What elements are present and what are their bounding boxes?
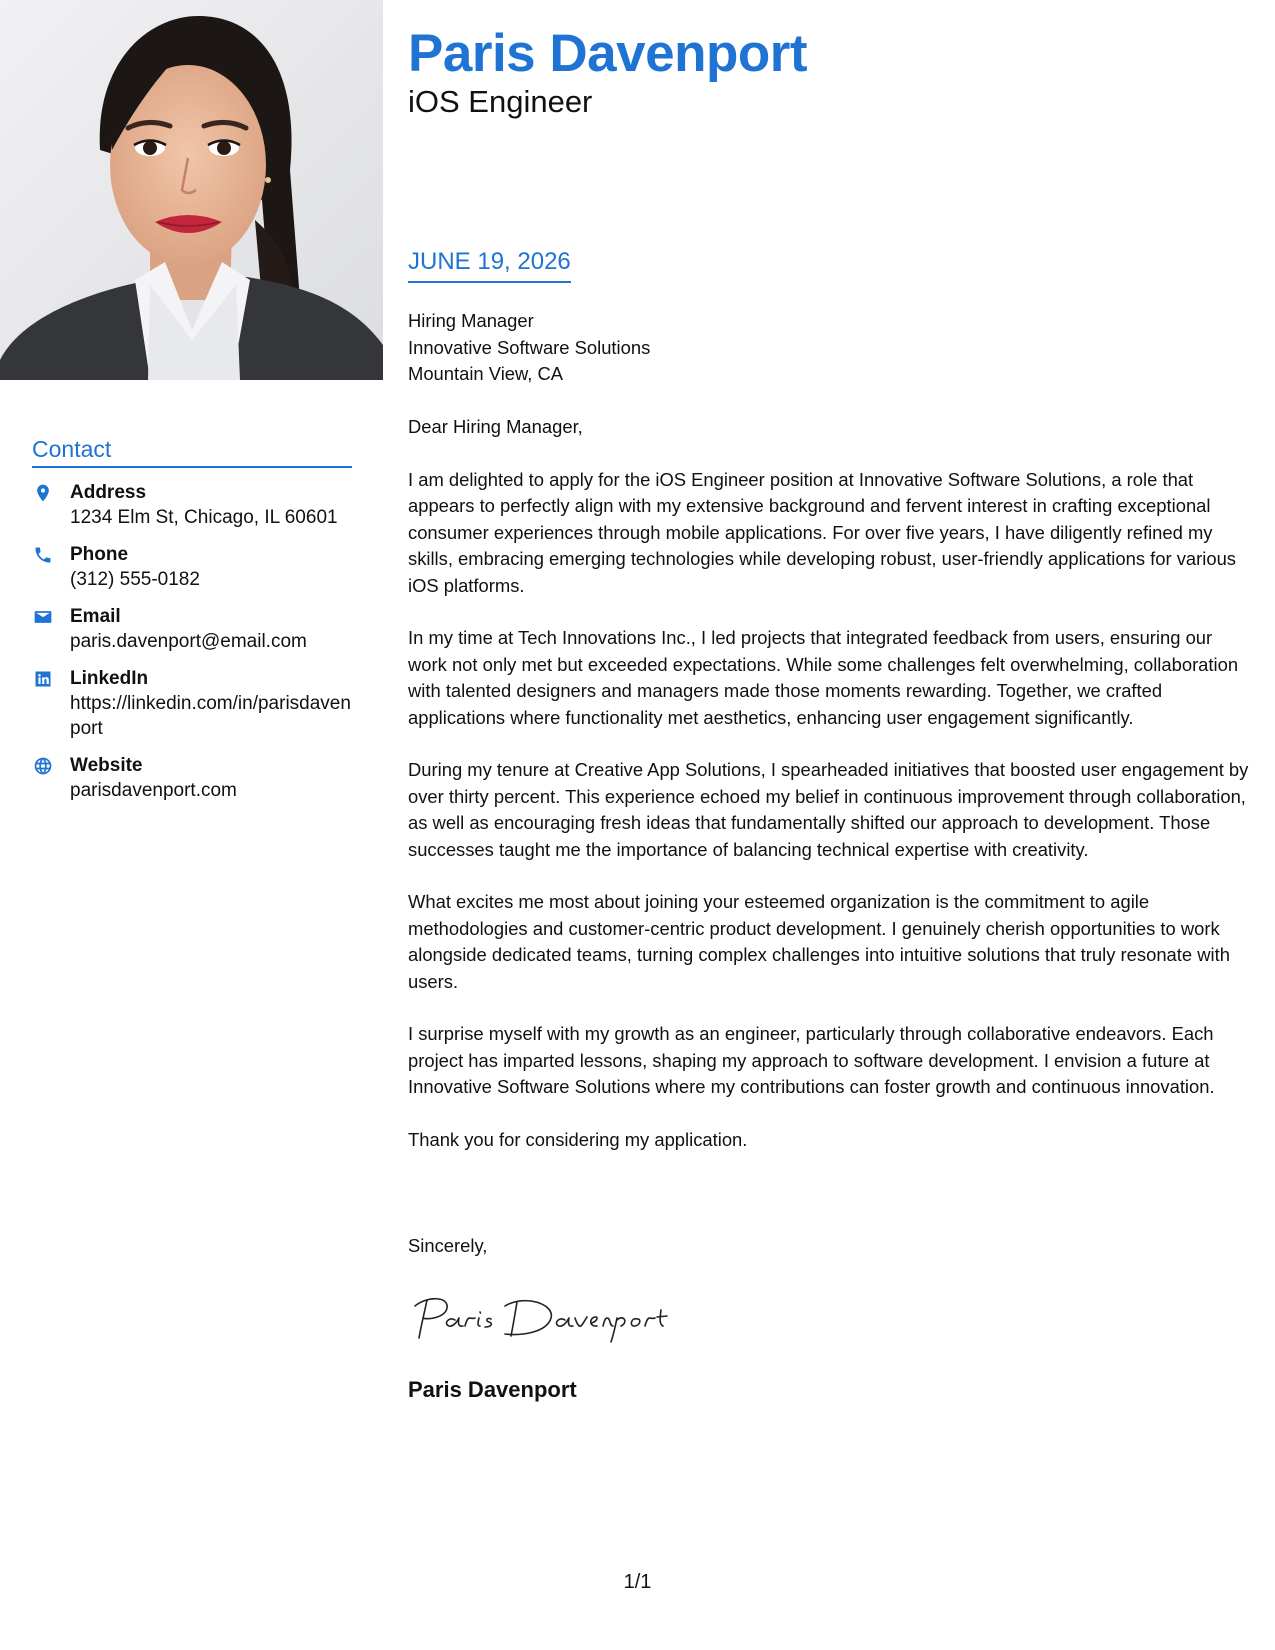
body-paragraph: In my time at Tech Innovations Inc., I led projects that integrated feedback from users, ensuring our work not only met but exceeded expectations. While some challenges felt overwhelming, collaboration with talented designers and managers made those moments rewarding. Together, we crafted applications where functionality met aesthetics, enhancing user engagement significantly. [408,627,1239,728]
contact-item-address [32,480,352,530]
contact-label: LinkedIn [70,668,149,689]
contact-label: Phone [70,544,129,565]
email-link[interactable]: paris.davenport@email.com [70,631,307,652]
handwritten-signature [405,1290,685,1346]
contact-label: Address [70,482,147,503]
body-paragraph: I surprise myself with my growth as an engineer, particularly through collaborative endeavors. Each project has imparted lessons, shaping my approach to software development. I envision a future at Innovative Software Solutions where my contributions can foster growth and continuous innovation. [408,1023,1215,1097]
contact-item-phone [32,542,352,592]
phone-icon [32,542,70,566]
recipient-company: Innovative Software Solutions [408,336,651,358]
page-number: 1/1 [623,1571,652,1593]
contact-section [32,436,352,815]
website-link[interactable]: parisdavenport.com [70,780,237,801]
address-value: 1234 Elm St, Chicago, IL 60601 [70,507,338,528]
globe-icon [32,753,70,777]
salutation: Dear Hiring Manager, [408,416,583,437]
signed-name: Paris Davenport [408,1377,577,1402]
closing: Sincerely, [408,1235,488,1256]
body-paragraph: During my tenure at Creative App Solutions, I spearheaded initiatives that boosted user engagement by over thirty percent. This experience echoed my belief in continuous improvement through collaboration, as well as encouraging fresh ideas that fundamentally shifted our approach to development. Those successes taught me the importance of balancing technical expertise with creativity. [408,759,1249,860]
contact-item-email [32,604,352,654]
profile-photo [0,0,383,380]
contact-heading: Contact [32,436,352,468]
phone-value: (312) 555-0182 [70,569,200,590]
recipient-block [408,308,1238,388]
contact-item-website [32,753,352,803]
letter-body [408,414,1250,1179]
body-paragraph: I am delighted to apply for the iOS Engineer position at Innovative Software Solutions, a role that appears to perfectly align with my extensive background and fervent interest in crafting exceptional consumer experiences through mobile applications. For over five years, I have diligently refined my skills, embracing emerging technologies while developing robust, user-friendly applications for various iOS platforms. [408,468,1237,596]
contact-label: Website [70,755,143,776]
linkedin-icon [32,666,70,690]
body-paragraph: Thank you for considering my application. [408,1128,748,1150]
contact-label: Email [70,606,121,627]
recipient-name: Hiring Manager [408,310,534,331]
job-title: iOS Engineer [408,84,593,119]
recipient-location: Mountain View, CA [408,363,564,384]
envelope-icon [32,604,70,628]
linkedin-link[interactable]: https://linkedin.com/in/parisdavenport [70,693,351,739]
contact-list [32,480,352,803]
contact-item-linkedin [32,666,352,741]
letter-date: JUNE 19, 2026 [408,248,571,283]
body-paragraph: What excites me most about joining your esteemed organization is the commitment to agile methodologies and customer-centric product development. I genuinely cherish opportunities to work alongside dedicated teams, turning complex challenges into intuitive solutions that truly resonate with users. [408,891,1230,992]
applicant-name: Paris Davenport [408,24,807,83]
location-pin-icon [32,480,70,504]
